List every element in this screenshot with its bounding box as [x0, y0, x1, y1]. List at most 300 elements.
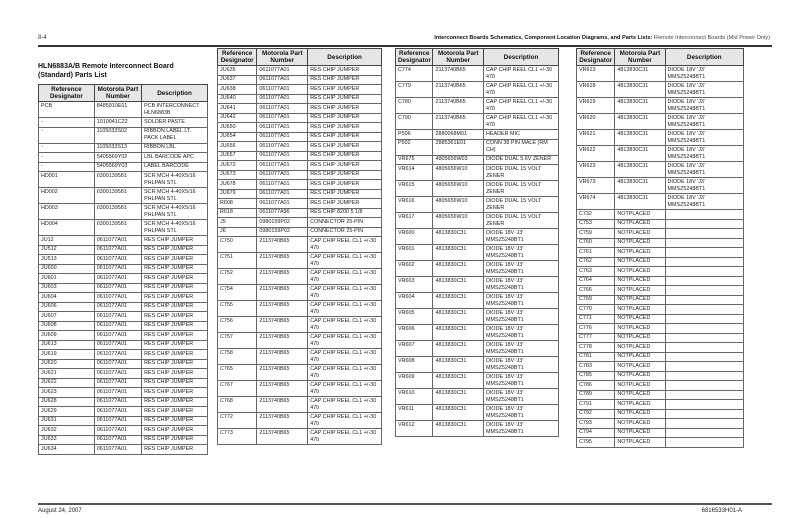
- cell-description: PCB INTERCONNECT HLN6883B: [142, 102, 208, 118]
- cell-reference-designator: VR619: [577, 98, 615, 114]
- cell-reference-designator: JU654: [218, 132, 257, 142]
- table-row: [218, 253, 382, 269]
- cell-reference-designator: J5: [218, 218, 257, 228]
- cell-part-number: 0611077A01: [94, 331, 141, 341]
- cell-reference-designator: C778: [577, 343, 615, 353]
- cell-description: RES CHIP JUMPER: [308, 123, 382, 133]
- cell-description: CAP CHIP REEL CL1 +/-30 470: [308, 381, 382, 397]
- cell-reference-designator: VR608: [396, 357, 433, 373]
- cell-part-number: 0611077A01: [257, 142, 308, 152]
- cell-reference-designator: VR617: [396, 213, 433, 229]
- table-row: [396, 213, 559, 229]
- cell-description: RES CHIP JUMPER: [142, 245, 208, 255]
- cell-description: CONN 38 PIN MALE (RM CH): [484, 139, 559, 155]
- table-row: [577, 257, 744, 267]
- cell-part-number: 0611077A01: [94, 264, 141, 274]
- table-row: [218, 180, 382, 190]
- cell-description: RES CHIP JUMPER: [308, 85, 382, 95]
- cell-reference-designator: JU603: [39, 283, 95, 293]
- table-row: [218, 227, 382, 237]
- cell-part-number: 0611077A01: [94, 245, 141, 255]
- cell-description: DIODE DUAL 15 VOLT ZENER: [484, 197, 559, 213]
- cell-description: RES CHIP JUMPER: [142, 350, 208, 360]
- table-row: [577, 343, 744, 353]
- cell-description: RES CHIP JUMPER: [308, 151, 382, 161]
- cell-reference-designator: JU601: [39, 274, 95, 284]
- cell-description: RES CHIP JUMPER: [142, 321, 208, 331]
- table-row: [396, 66, 559, 82]
- cell-reference-designator: C774: [396, 66, 433, 82]
- cell-reference-designator: JU679: [218, 189, 257, 199]
- running-head: [434, 35, 770, 41]
- cell-reference-designator: C750: [218, 237, 257, 253]
- cell-part-number: NOTPLACED: [615, 305, 665, 315]
- cell-reference-designator: JU635: [218, 66, 257, 76]
- table-row: [577, 324, 744, 334]
- table-row: [396, 181, 559, 197]
- table-row: [218, 269, 382, 285]
- cell-reference-designator: VR604: [396, 293, 433, 309]
- cell-part-number: 0611077A01: [94, 255, 141, 265]
- table-row: [218, 208, 382, 218]
- cell-description: SOLDER PASTE: [142, 118, 208, 128]
- cell-reference-designator: VR618: [577, 82, 615, 98]
- table-row: [39, 264, 208, 274]
- table-row: [39, 435, 208, 445]
- cell-part-number: 2113740B65: [257, 333, 308, 349]
- cell-reference-designator: P506: [396, 130, 433, 140]
- cell-part-number: 2113740B65: [257, 269, 308, 285]
- bottom-rule: [38, 503, 772, 505]
- cell-description: SCR MCH 4-40X5/16 PHLPAN STL: [142, 204, 208, 220]
- cell-reference-designator: C794: [577, 428, 615, 438]
- cell-part-number: 0300139581: [94, 220, 141, 236]
- table-row: [577, 295, 744, 305]
- cell-reference-designator: -: [39, 118, 95, 128]
- table-row: [577, 82, 744, 98]
- cell-description: CAP CHIP REEL CL1 +/-30 470: [484, 98, 559, 114]
- cell-reference-designator: HD002: [39, 188, 95, 204]
- cell-description: SCR MCH 4-40X5/16 PHLPAN STL: [142, 172, 208, 188]
- cell-description: DIODE 18V 'J3' MMSZ5248BT1: [665, 98, 744, 114]
- cell-part-number: 1010041C22: [94, 118, 141, 128]
- cell-part-number: 2880068M01: [433, 130, 484, 140]
- table-row: [39, 172, 208, 188]
- cell-reference-designator: VR621: [577, 130, 615, 146]
- running-head-bold: Interconnect Boards Schematics, Component Location Diagrams, and Parts Lists:: [434, 35, 653, 41]
- cell-reference-designator: JU622: [39, 378, 95, 388]
- cell-part-number: NOTPLACED: [615, 409, 665, 419]
- cell-description: RES CHIP JUMPER: [142, 378, 208, 388]
- cell-description: [665, 286, 744, 296]
- cell-reference-designator: C790: [396, 114, 433, 130]
- cell-reference-designator: C755: [218, 301, 257, 317]
- cell-reference-designator: JU632: [39, 426, 95, 436]
- cell-description: RES CHIP JUMPER: [142, 302, 208, 312]
- cell-part-number: NOTPLACED: [615, 362, 665, 372]
- table-row: [39, 312, 208, 322]
- cell-reference-designator: VR606: [396, 325, 433, 341]
- cell-reference-designator: JU657: [218, 151, 257, 161]
- cell-reference-designator: VR674: [577, 194, 615, 210]
- cell-description: [665, 352, 744, 362]
- cell-reference-designator: JU673: [218, 170, 257, 180]
- cell-reference-designator: C764: [577, 276, 615, 286]
- cell-description: [665, 381, 744, 391]
- cell-reference-designator: PCB: [39, 102, 95, 118]
- cell-part-number: 0611077A01: [257, 180, 308, 190]
- cell-part-number: NOTPLACED: [615, 438, 665, 448]
- table-row: [218, 113, 382, 123]
- cell-description: [665, 257, 744, 267]
- cell-description: RES CHIP JUMPER: [142, 435, 208, 445]
- cell-description: DIODE 18V 'J3' MMSZ5248BT1: [484, 293, 559, 309]
- table-row: [396, 277, 559, 293]
- cell-description: RES CHIP JUMPER: [142, 236, 208, 246]
- cell-description: CAP CHIP REEL CL1 +/-30 470: [308, 253, 382, 269]
- table-row: [39, 220, 208, 236]
- cell-description: RES CHIP JUMPER: [142, 359, 208, 369]
- cell-description: LBL BARCODE APC: [142, 153, 208, 163]
- table-row: [396, 357, 559, 373]
- table-row: [39, 416, 208, 426]
- cell-part-number: 2113740B65: [257, 253, 308, 269]
- table-row: [39, 369, 208, 379]
- footer-date: August 24, 2007: [38, 508, 82, 514]
- cell-part-number: 0300139581: [94, 204, 141, 220]
- cell-reference-designator: C786: [577, 381, 615, 391]
- table-row: [577, 130, 744, 146]
- cell-description: CAP CHIP REEL CL1 +/-30 470: [308, 317, 382, 333]
- cell-description: RES CHIP JUMPER: [142, 331, 208, 341]
- cell-part-number: 4805656W03: [433, 155, 484, 165]
- table-row: [577, 419, 744, 429]
- parts-table-1: [38, 84, 208, 455]
- cell-part-number: NOTPLACED: [615, 400, 665, 410]
- cell-reference-designator: C763: [577, 267, 615, 277]
- table-row: [577, 229, 744, 239]
- cell-part-number: 4813830C31: [433, 373, 484, 389]
- table-row: [218, 381, 382, 397]
- cell-description: CAP CHIP REEL CL1 +/-30 470: [308, 349, 382, 365]
- table-row: [218, 189, 382, 199]
- table-row: [577, 314, 744, 324]
- table-row: [218, 365, 382, 381]
- table-row: [577, 194, 744, 210]
- table-row: [577, 286, 744, 296]
- cell-reference-designator: C795: [577, 438, 615, 448]
- cell-reference-designator: JU608: [39, 321, 95, 331]
- table-row: [218, 85, 382, 95]
- cell-part-number: 0611077A01: [257, 132, 308, 142]
- cell-part-number: 4805656W10: [433, 213, 484, 229]
- table-row: [577, 114, 744, 130]
- table-row: [39, 255, 208, 265]
- cell-reference-designator: R618: [218, 208, 257, 218]
- cell-part-number: 2113740B65: [257, 349, 308, 365]
- cell-part-number: 0611077A96: [257, 208, 308, 218]
- table-row: [396, 98, 559, 114]
- cell-description: DIODE 18V 'J3' MMSZ5248BT1: [665, 162, 744, 178]
- cell-reference-designator: VR605: [396, 309, 433, 325]
- cell-part-number: NOTPLACED: [615, 210, 665, 220]
- table-row: [218, 317, 382, 333]
- header-part-number: Motorola Part Number: [615, 49, 665, 66]
- table-row: [577, 371, 744, 381]
- cell-description: [665, 390, 744, 400]
- cell-part-number: 4813830C31: [433, 389, 484, 405]
- cell-part-number: 4813830C31: [615, 130, 665, 146]
- cell-description: RES CHIP JUMPER: [142, 293, 208, 303]
- table-row: [218, 94, 382, 104]
- cell-reference-designator: C783: [577, 362, 615, 372]
- cell-part-number: 0611077A01: [94, 283, 141, 293]
- cell-description: [665, 276, 744, 286]
- cell-description: RES CHIP 8200 5 1/8: [308, 208, 382, 218]
- cell-reference-designator: JU650: [218, 123, 257, 133]
- cell-reference-designator: VR675: [396, 155, 433, 165]
- cell-reference-designator: C762: [577, 257, 615, 267]
- cell-description: RES CHIP JUMPER: [308, 94, 382, 104]
- table-row: [218, 218, 382, 228]
- cell-reference-designator: C791: [577, 400, 615, 410]
- cell-part-number: 4805656W10: [433, 197, 484, 213]
- cell-part-number: 0611077A01: [94, 321, 141, 331]
- table-row: [218, 429, 382, 445]
- cell-part-number: 0611077A01: [257, 199, 308, 209]
- table-row: [39, 350, 208, 360]
- cell-description: [665, 305, 744, 315]
- cell-part-number: 4813830C31: [433, 309, 484, 325]
- cell-description: RES CHIP JUMPER: [308, 161, 382, 171]
- cell-reference-designator: C793: [577, 419, 615, 429]
- cell-reference-designator: C761: [577, 248, 615, 258]
- cell-description: DIODE 18V 'J3' MMSZ5248BT1: [484, 325, 559, 341]
- cell-part-number: 2113740B65: [257, 285, 308, 301]
- cell-part-number: 4813830C31: [615, 82, 665, 98]
- cell-reference-designator: C765: [218, 365, 257, 381]
- cell-part-number: 0611077A01: [94, 435, 141, 445]
- cell-reference-designator: -: [39, 153, 95, 163]
- cell-reference-designator: JU631: [39, 416, 95, 426]
- table-row: [396, 130, 559, 140]
- cell-description: DIODE 18V 'J3' MMSZ5248BT1: [484, 357, 559, 373]
- table-row: [39, 321, 208, 331]
- cell-reference-designator: C776: [577, 324, 615, 334]
- cell-reference-designator: -: [39, 127, 95, 143]
- cell-reference-designator: JU623: [39, 388, 95, 398]
- table-row: [39, 359, 208, 369]
- cell-part-number: 5405569Y03: [94, 162, 141, 172]
- cell-description: [665, 371, 744, 381]
- cell-reference-designator: JU637: [218, 75, 257, 85]
- cell-description: RES CHIP JUMPER: [142, 407, 208, 417]
- cell-reference-designator: VR612: [396, 421, 433, 437]
- table-row: [39, 162, 208, 172]
- table-row: [39, 143, 208, 153]
- cell-description: CAP CHIP REEL CL1 +/-30 470: [308, 413, 382, 429]
- table-row: [577, 210, 744, 220]
- cell-reference-designator: JU672: [218, 161, 257, 171]
- table-row: [39, 293, 208, 303]
- table-row: [396, 82, 559, 98]
- cell-description: CONNECTOR 25-PIN: [308, 227, 382, 237]
- cell-part-number: NOTPLACED: [615, 428, 665, 438]
- cell-description: SCR MCH 4-40X5/16 PHLPAN STL: [142, 188, 208, 204]
- running-head-light: Remote Interconnect Boards (Mid Power Only): [654, 35, 770, 41]
- cell-part-number: 0611077A01: [257, 161, 308, 171]
- cell-part-number: NOTPLACED: [615, 381, 665, 391]
- cell-part-number: 4813830C31: [433, 357, 484, 373]
- cell-reference-designator: JU12: [39, 236, 95, 246]
- cell-description: RES CHIP JUMPER: [142, 274, 208, 284]
- cell-description: [665, 438, 744, 448]
- cell-description: DIODE DUAL 15 VOLT ZENER: [484, 165, 559, 181]
- cell-description: [665, 238, 744, 248]
- cell-description: [665, 333, 744, 343]
- table-row: [396, 405, 559, 421]
- table-row: [218, 333, 382, 349]
- table-row: [396, 373, 559, 389]
- parts-table-2: [217, 48, 382, 445]
- cell-part-number: 4813830C31: [433, 421, 484, 437]
- cell-description: [665, 400, 744, 410]
- table-row: [396, 293, 559, 309]
- cell-reference-designator: -: [39, 143, 95, 153]
- cell-description: RES CHIP JUMPER: [308, 170, 382, 180]
- cell-part-number: 0611077A01: [94, 350, 141, 360]
- cell-part-number: 2113740B65: [257, 237, 308, 253]
- cell-part-number: NOTPLACED: [615, 219, 665, 229]
- cell-description: RES CHIP JUMPER: [142, 416, 208, 426]
- cell-part-number: 0611077A01: [94, 445, 141, 455]
- cell-part-number: 2113740B65: [433, 98, 484, 114]
- top-rule: [38, 45, 772, 47]
- cell-part-number: 4813830C31: [433, 405, 484, 421]
- cell-part-number: NOTPLACED: [615, 314, 665, 324]
- table-row: [577, 248, 744, 258]
- cell-part-number: 0611077A01: [94, 236, 141, 246]
- cell-description: [665, 419, 744, 429]
- table-row: [39, 388, 208, 398]
- table-row: [218, 170, 382, 180]
- table-row: [396, 165, 559, 181]
- cell-part-number: 2113740B65: [433, 114, 484, 130]
- cell-part-number: 0980159P02: [257, 227, 308, 237]
- cell-part-number: NOTPLACED: [615, 390, 665, 400]
- table-row: [39, 188, 208, 204]
- table-row: [218, 413, 382, 429]
- cell-reference-designator: C754: [218, 285, 257, 301]
- cell-description: [665, 219, 744, 229]
- cell-part-number: NOTPLACED: [615, 371, 665, 381]
- table-row: [218, 142, 382, 152]
- cell-reference-designator: JU634: [39, 445, 95, 455]
- cell-part-number: 4813830C31: [433, 229, 484, 245]
- table-row: [39, 153, 208, 163]
- cell-part-number: 4813830C31: [615, 98, 665, 114]
- cell-part-number: 1105033S13: [94, 143, 141, 153]
- cell-description: RIBBON LABEL LT. PACK LABEL: [142, 127, 208, 143]
- footer-doc-number: 6816533H01-A: [701, 508, 742, 514]
- table-row: [396, 389, 559, 405]
- cell-reference-designator: C766: [577, 286, 615, 296]
- cell-description: DIODE 18V 'J3' MMSZ5248BT1: [665, 114, 744, 130]
- cell-reference-designator: HD001: [39, 172, 95, 188]
- cell-reference-designator: C777: [577, 333, 615, 343]
- cell-part-number: 0611077A01: [257, 189, 308, 199]
- cell-part-number: 0611077A01: [94, 359, 141, 369]
- cell-part-number: 0611077A01: [94, 426, 141, 436]
- cell-reference-designator: C780: [396, 98, 433, 114]
- cell-reference-designator: VR609: [396, 373, 433, 389]
- cell-part-number: 1105033S02: [94, 127, 141, 143]
- table-row: [577, 267, 744, 277]
- cell-part-number: 4813830C31: [615, 162, 665, 178]
- cell-description: DIODE 18V 'J3' MMSZ5248BT1: [484, 245, 559, 261]
- table-row: [218, 151, 382, 161]
- cell-part-number: 2113740B65: [257, 365, 308, 381]
- table-row: [577, 178, 744, 194]
- cell-description: RES CHIP JUMPER: [142, 340, 208, 350]
- cell-reference-designator: VR623: [577, 162, 615, 178]
- cell-reference-designator: C772: [218, 413, 257, 429]
- table-row: [577, 162, 744, 178]
- cell-description: [665, 362, 744, 372]
- cell-reference-designator: VR600: [396, 229, 433, 245]
- table-row: [577, 381, 744, 391]
- cell-part-number: NOTPLACED: [615, 295, 665, 305]
- cell-description: [665, 295, 744, 305]
- cell-part-number: 0611077A01: [257, 151, 308, 161]
- table-row: [577, 390, 744, 400]
- cell-description: RES CHIP JUMPER: [142, 397, 208, 407]
- cell-description: RES CHIP JUMPER: [142, 312, 208, 322]
- cell-part-number: 0300139581: [94, 172, 141, 188]
- table-row: [39, 274, 208, 284]
- cell-reference-designator: P502: [396, 139, 433, 155]
- table-row: [396, 341, 559, 357]
- header-description: Description: [484, 49, 559, 66]
- cell-description: CAP CHIP REEL CL1 +/-30 470: [484, 82, 559, 98]
- cell-description: [665, 314, 744, 324]
- cell-description: [665, 343, 744, 353]
- cell-description: DIODE 18V 'J3' MMSZ5248BT1: [665, 82, 744, 98]
- cell-reference-designator: JU604: [39, 293, 95, 303]
- cell-description: LABEL BARCODE: [142, 162, 208, 172]
- cell-reference-designator: C760: [577, 238, 615, 248]
- cell-description: DIODE 18V 'J3' MMSZ5248BT1: [484, 277, 559, 293]
- cell-reference-designator: C759: [577, 229, 615, 239]
- cell-part-number: NOTPLACED: [615, 248, 665, 258]
- table-row: [577, 305, 744, 315]
- cell-part-number: 4813830C31: [433, 261, 484, 277]
- cell-part-number: NOTPLACED: [615, 419, 665, 429]
- cell-reference-designator: -: [39, 162, 95, 172]
- cell-description: CAP CHIP REEL CL1 +/-30 470: [484, 66, 559, 82]
- cell-part-number: 0611077A01: [94, 378, 141, 388]
- cell-part-number: 0611077A01: [94, 388, 141, 398]
- cell-part-number: NOTPLACED: [615, 267, 665, 277]
- cell-reference-designator: JU513: [39, 255, 95, 265]
- table-row: [39, 331, 208, 341]
- table-row: [39, 127, 208, 143]
- cell-part-number: NOTPLACED: [615, 324, 665, 334]
- table-row: [577, 66, 744, 82]
- cell-description: CAP CHIP REEL CL1 +/-30 470: [308, 333, 382, 349]
- cell-reference-designator: VR616: [396, 197, 433, 213]
- cell-reference-designator: C732: [577, 210, 615, 220]
